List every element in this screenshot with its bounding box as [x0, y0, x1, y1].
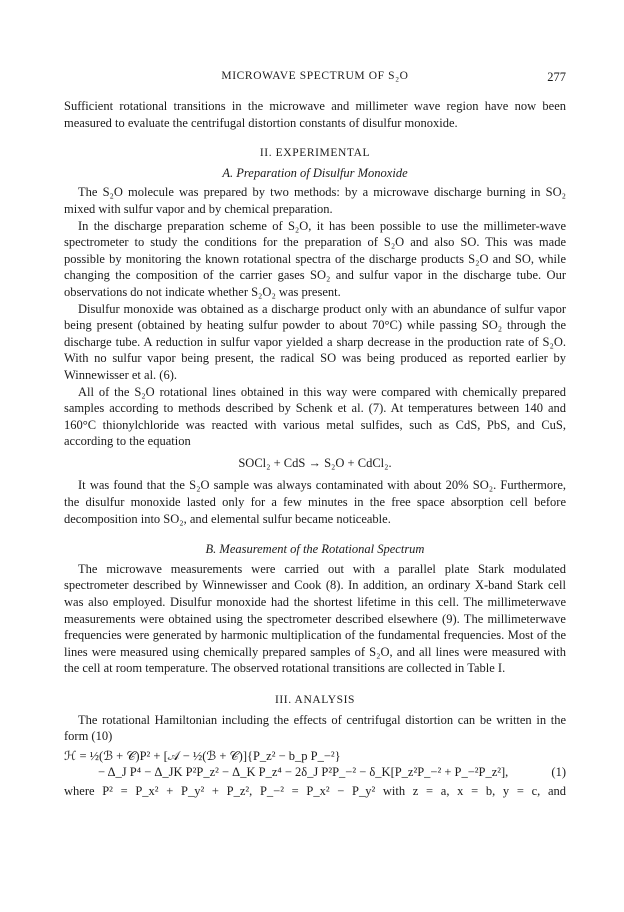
section-heading-analysis: III. ANALYSIS — [274, 694, 356, 706]
hamiltonian-equation — [64, 748, 566, 781]
page-body — [64, 98, 566, 800]
paragraph-contamination: It was found that the S₂O sample was always contaminated with about 20% SO₂. Furthermore, the disulfur monoxide lasted only for a few minutes in the free space absorption cell before decomposition into SO₂, and elemental sulfur became noticeable. — [64, 478, 566, 526]
subsection-heading-measurement: B. Measurement of the Rotational Spectrum — [205, 542, 425, 557]
running-title: MICROWAVE SPECTRUM OF S₂O — [221, 70, 409, 82]
paragraph-preparation-methods: The S₂O molecule was prepared by two methods: by a microwave discharge burning in SO₂ mixed with sulfur vapor and by chemical preparation. — [64, 185, 566, 216]
hamiltonian-line-2-text: − Δ_J P⁴ − Δ_JK P²P_z² − Δ_K P_z⁴ − 2δ_J P²P_−² − δ_K[P_z²P_−² + P_−²P_z²], — [98, 765, 509, 780]
hamiltonian-line-1 — [64, 748, 566, 765]
section-heading-experimental: II. EXPERIMENTAL — [259, 147, 371, 160]
hamiltonian-line-2 — [64, 764, 566, 781]
page-number: 277 — [547, 70, 566, 84]
reaction-equation: SOCl₂ + CdS → S₂O + CdCl₂. — [238, 455, 392, 470]
hamiltonian-line-1-text: ℋ = ½(ℬ + 𝒞)P² + [𝒜 − ½(ℬ + 𝒞)]{P_z² − b_p P_−²} — [64, 748, 341, 763]
paragraph-chemical-preparation: All of the S₂O rotational lines obtained in this way were compared with chemically prepared samples according to methods described by Schenk et al. (7). At temperatures between 140 and 160°C thionylchloride was reacted with various metal sulfides, such as CdS, PbS, and CuS, according to the equation — [64, 384, 566, 449]
intro-paragraph: Sufficient rotational transitions in the microwave and millimeter wave region have now been measured to evaluate the centrifugal distortion constants of disulfur monoxide. — [64, 99, 566, 130]
paragraph-hamiltonian-intro: The rotational Hamiltonian including the effects of centrifugal distortion can be written in the form (10) — [64, 712, 566, 744]
where-clause: where P² = P_x² + P_y² + P_z², P_−² = P_x² − P_y² with z = a, x = b, y = c, and — [64, 783, 566, 798]
paragraph-discharge-scheme: In the discharge preparation scheme of S₂O, it has been possible to use the millimeter-wave spectrometer to study the conditions for the preparation of S₂O and also SO. This was made possible by monitoring the known rotational spectra of the discharge products S₂O and SO, while changing the composition of the carrier gases SO₂ and sulfur vapor in the discharge tube. Our observations do not indicate whether S₂O₂ was present. — [64, 218, 566, 299]
paragraph-discharge-product: Disulfur monoxide was obtained as a discharge product only with an abundance of sulfur vapor being present (obtained by heating sulfur powder to about 70°C) while passing SO₂ through the discharge tube. A reduction in sulfur vapor yielded a sharp decrease in the production rate of S₂O. With no sulfur vapor being present, the radical SO was being produced as reported earlier by Winnewisser et al. (6). — [64, 301, 566, 382]
paragraph-measurement: The microwave measurements were carried out with a parallel plate Stark modulated spectrometer described by Winnewisser and Cook (8). In addition, an ordinary X-band Stark cell was also employed. Disulfur monoxide had the shortest lifetime in this cell. The millimeterwave measurements were obtained using the spectrometer described elsewhere (9). The millimeterwave frequencies were generated by harmonic multiplication of the fundamental frequencies. Most of the lines were measured using chemically prepared samples of S₂O, and all lines were measured with the cell at room temperature. The observed rotational transitions are collected in Table I. — [64, 561, 566, 676]
subsection-heading-preparation: A. Preparation of Disulfur Monoxide — [222, 165, 408, 180]
equation-number: (1) — [551, 765, 566, 780]
